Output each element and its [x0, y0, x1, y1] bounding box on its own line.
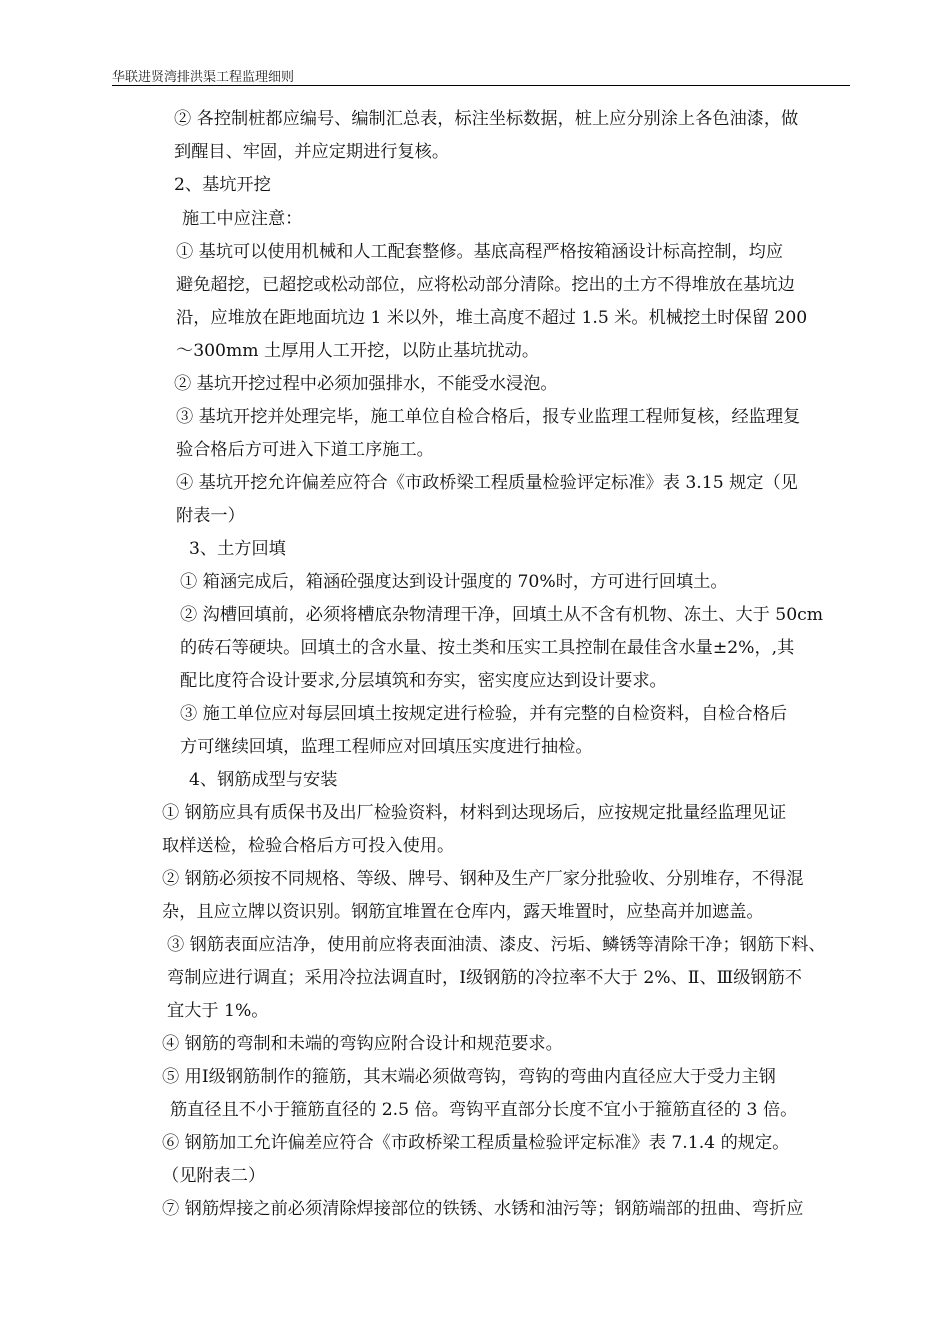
body-line: ④ 基坑开挖允许偏差应符合《市政桥梁工程质量检验评定标准》表 3.15 规定（见 — [176, 473, 798, 493]
body-line: 沿，应堆放在距地面坑边 1 米以外，堆土高度不超过 1.5 米。机械挖土时保留 200 — [176, 308, 808, 328]
body-line: 到醒目、牢固，并应定期进行复核。 — [174, 142, 450, 162]
body-line: 配比度符合设计要求,分层填筑和夯实，密实度应达到设计要求。 — [180, 671, 667, 691]
body-line: 取样送检，检验合格后方可投入使用。 — [162, 836, 455, 856]
body-line: ③ 基坑开挖并处理完毕，施工单位自检合格后，报专业监理工程师复核，经监理复 — [176, 407, 801, 427]
body-line: 宜大于 1%。 — [167, 1001, 269, 1021]
body-line: 附表一） — [176, 506, 245, 526]
body-line: ① 钢筋应具有质保书及出厂检验资料，材料到达现场后，应按规定批量经监理见证 — [162, 803, 787, 823]
body-line: ② 钢筋必须按不同规格、等级、牌号、钢种及生产厂家分批验收、分别堆存，不得混 — [162, 869, 804, 889]
body-line: 避免超挖，已超挖或松动部位，应将松动部分清除。挖出的土方不得堆放在基坑边 — [176, 275, 795, 295]
body-line: ～300mm 土厚用人工开挖，以防止基坑扰动。 — [176, 341, 540, 361]
body-line: 验合格后方可进入下道工序施工。 — [176, 440, 434, 460]
section-heading: 3、土方回填 — [189, 539, 286, 559]
body-line: ② 沟槽回填前，必须将槽底杂物清理干净，回填土从不含有机物、冻土、大于 50cm — [180, 605, 824, 625]
body-line: 施工中应注意： — [182, 209, 303, 229]
body-line: 的砖石等硬块。回填土的含水量、按土类和压实工具控制在最佳含水量±2%，,其 — [180, 638, 795, 658]
header-divider — [112, 85, 850, 86]
body-line: ④ 钢筋的弯制和未端的弯钩应附合设计和规范要求。 — [162, 1034, 563, 1054]
body-line: 筋直径且不小于箍筋直径的 2.5 倍。弯钩平直部分长度不宜小于箍筋直径的 3 倍。 — [170, 1100, 798, 1120]
body-line: ② 基坑开挖过程中必须加强排水，不能受水浸泡。 — [174, 374, 558, 394]
body-line: ② 各控制桩都应编号、编制汇总表，标注坐标数据，桩上应分别涂上各色油漆，做 — [174, 109, 799, 129]
body-line: ⑤ 用Ⅰ级钢筋制作的箍筋，其末端必须做弯钩，弯钩的弯曲内直径应大于受力主钢 — [162, 1067, 776, 1087]
section-heading: 4、钢筋成型与安装 — [189, 770, 338, 790]
body-line: ③ 钢筋表面应洁净，使用前应将表面油渍、漆皮、污垢、鳞锈等清除干净；钢筋下料、 — [167, 935, 826, 955]
body-line: ③ 施工单位应对每层回填土按规定进行检验，并有完整的自检资料，自检合格后 — [180, 704, 788, 724]
body-line: 方可继续回填，监理工程师应对回填压实度进行抽检。 — [180, 737, 593, 757]
body-line: ⑥ 钢筋加工允许偏差应符合《市政桥梁工程质量检验评定标准》表 7.1.4 的规定。 — [162, 1133, 790, 1153]
body-line: ⑦ 钢筋焊接之前必须清除焊接部位的铁锈、水锈和油污等；钢筋端部的扭曲、弯折应 — [162, 1199, 804, 1219]
body-line: 杂，且应立牌以资识别。钢筋宜堆置在仓库内，露天堆置时，应垫高并加遮盖。 — [162, 902, 764, 922]
body-line: （见附表二） — [162, 1166, 266, 1186]
body-line: ① 箱涵完成后，箱涵砼强度达到设计强度的 70%时，方可进行回填土。 — [180, 572, 728, 592]
page-header-title: 华联进贤湾排洪渠工程监理细则 — [112, 70, 295, 85]
body-line: ① 基坑可以使用机械和人工配套整修。基底高程严格按箱涵设计标高控制，均应 — [176, 242, 784, 262]
section-heading: 2、基坑开挖 — [174, 175, 271, 195]
body-line: 弯制应进行调直；采用冷拉法调直时，Ⅰ级钢筋的冷拉率不大于 2%、Ⅱ、Ⅲ级钢筋不 — [167, 968, 802, 988]
